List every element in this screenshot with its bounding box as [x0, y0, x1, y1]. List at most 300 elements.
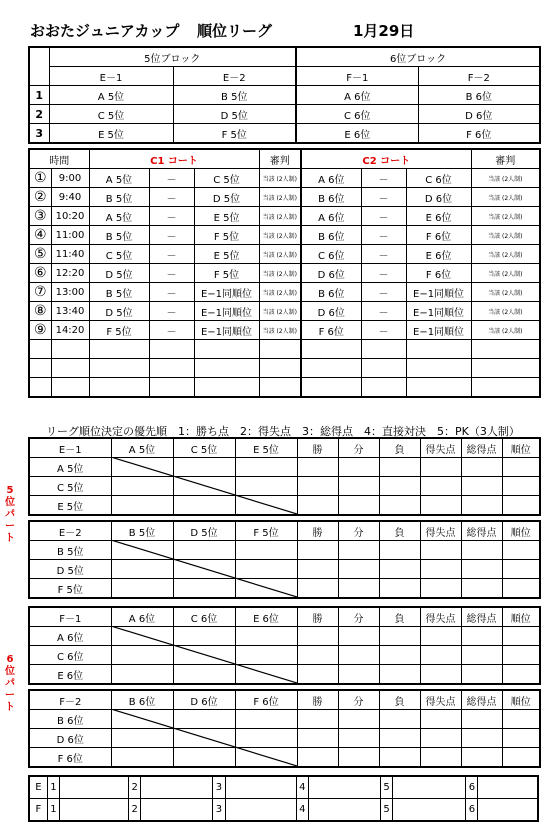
league-col-team: E 6位 [235, 607, 297, 627]
empty-cell [301, 340, 361, 359]
side-label-char: 位 [5, 666, 15, 677]
match-time: 11:40 [51, 245, 89, 264]
league-table [28, 437, 541, 516]
result-cell [173, 541, 235, 560]
result-cell [235, 646, 297, 665]
c2-referee: 当該 (2人制) [471, 188, 540, 207]
stat-cell [297, 496, 338, 516]
result-cell [173, 579, 235, 599]
c2-home-team: C 6位 [301, 245, 361, 264]
bottom-number: 3 [213, 776, 225, 799]
c2-home-team: B 6位 [301, 283, 361, 302]
stat-cell [379, 646, 420, 665]
bottom-number: 5 [380, 799, 392, 822]
result-cell [235, 665, 297, 685]
block-row-no: 2 [29, 105, 49, 124]
c2-home-team: D 6位 [301, 302, 361, 321]
stat-cell [379, 541, 420, 560]
stat-cell [502, 541, 540, 560]
c2-referee: 当該 (2人制) [471, 321, 540, 340]
versus-dash: － [361, 245, 406, 264]
stat-cell [338, 665, 379, 685]
schedule-row [29, 245, 540, 264]
result-cell [173, 665, 235, 685]
block-row-no: 1 [29, 86, 49, 105]
result-cell [235, 541, 297, 560]
stat-header: 得失点 [420, 438, 461, 458]
stat-cell [379, 627, 420, 646]
stat-header: 負 [379, 521, 420, 541]
referee-header: 審判 [259, 149, 301, 169]
stat-cell [420, 627, 461, 646]
stat-cell [461, 646, 502, 665]
bottom-number: 3 [213, 799, 225, 822]
empty-cell [149, 378, 194, 398]
empty-cell [149, 340, 194, 359]
result-cell [235, 560, 297, 579]
versus-dash: － [361, 321, 406, 340]
result-cell [173, 477, 235, 496]
empty-cell [89, 378, 149, 398]
c2-home-team: A 6位 [301, 169, 361, 188]
empty-cell [259, 359, 301, 378]
c1-referee: 当該 (2人制) [259, 188, 301, 207]
result-cell [111, 541, 173, 560]
result-cell [173, 496, 235, 516]
stat-cell [379, 496, 420, 516]
stat-header: 勝 [297, 438, 338, 458]
stat-cell [338, 710, 379, 729]
c2-home-team: D 6位 [301, 264, 361, 283]
result-cell [173, 560, 235, 579]
stat-cell [297, 458, 338, 477]
empty-cell [361, 378, 406, 398]
block-cell: A 5位 [49, 86, 173, 105]
stat-header: 勝 [297, 521, 338, 541]
c2-away-team: C 6位 [406, 169, 471, 188]
stat-header: 総得点 [461, 521, 502, 541]
empty-cell [301, 378, 361, 398]
match-time: 9:00 [51, 169, 89, 188]
empty-cell [406, 359, 471, 378]
league-col-team: C 5位 [173, 438, 235, 458]
schedule-table [28, 148, 541, 398]
stat-cell [502, 579, 540, 599]
stat-cell [297, 710, 338, 729]
c2-referee: 当該 (2人制) [471, 207, 540, 226]
match-number: ⑥ [29, 264, 51, 283]
bottom-row-label: E [29, 776, 47, 799]
result-cell [173, 748, 235, 768]
empty-cell [471, 340, 540, 359]
bottom-number: 4 [296, 776, 308, 799]
bottom-cell [393, 799, 466, 822]
side-label-char: 5 [6, 485, 14, 496]
stat-cell [461, 458, 502, 477]
side-label-char: ー [5, 690, 15, 701]
part6-label [3, 654, 17, 714]
stat-cell [338, 627, 379, 646]
stat-cell [502, 646, 540, 665]
empty-cell [29, 340, 51, 359]
empty-cell [194, 378, 259, 398]
match-time: 11:00 [51, 226, 89, 245]
empty-cell [194, 340, 259, 359]
stat-cell [379, 458, 420, 477]
block-cell: F 5位 [173, 124, 296, 144]
schedule-row [29, 264, 540, 283]
versus-dash: － [361, 207, 406, 226]
versus-dash: － [361, 188, 406, 207]
result-cell [111, 627, 173, 646]
schedule-row [29, 321, 540, 340]
match-number: ⑧ [29, 302, 51, 321]
bottom-cell [141, 799, 213, 822]
c1-referee: 当該 (2人制) [259, 169, 301, 188]
side-label-char: ト [5, 702, 15, 713]
side-label-char: パ [5, 678, 15, 689]
league-col-team: D 5位 [173, 521, 235, 541]
stat-header: 順位 [502, 521, 540, 541]
c2-away-team: F 6位 [406, 226, 471, 245]
match-number: ③ [29, 207, 51, 226]
versus-dash: － [149, 245, 194, 264]
block-cell: D 5位 [173, 105, 296, 124]
stat-cell [297, 477, 338, 496]
c1-home-team: B 5位 [89, 283, 149, 302]
c2-referee: 当該 (2人制) [471, 264, 540, 283]
group-e1: E－1 [49, 67, 173, 86]
c1-away-team: C 5位 [194, 169, 259, 188]
c2-away-team: E−1同順位 [406, 283, 471, 302]
bottom-number: 6 [466, 776, 478, 799]
c1-away-team: E−1同順位 [194, 302, 259, 321]
c2-home-team: B 6位 [301, 226, 361, 245]
bottom-number: 4 [296, 799, 308, 822]
c1-away-team: F 5位 [194, 264, 259, 283]
stat-cell [297, 579, 338, 599]
block-cell: B 6位 [418, 86, 540, 105]
result-cell [111, 477, 173, 496]
stat-cell [420, 560, 461, 579]
stat-cell [420, 729, 461, 748]
stat-header: 負 [379, 690, 420, 710]
stat-cell [461, 665, 502, 685]
result-cell [235, 579, 297, 599]
league-col-team: C 6位 [173, 607, 235, 627]
league-row-team: C 6位 [29, 646, 111, 665]
league-row-team: B 6位 [29, 710, 111, 729]
c1-referee: 当該 (2人制) [259, 245, 301, 264]
block-cell: E 6位 [296, 124, 418, 144]
block-cell: E 5位 [49, 124, 173, 144]
result-cell [173, 627, 235, 646]
part5-label [3, 485, 17, 545]
stat-cell [461, 729, 502, 748]
c1-referee: 当該 (2人制) [259, 321, 301, 340]
match-time: 9:40 [51, 188, 89, 207]
match-time: 10:20 [51, 207, 89, 226]
stat-cell [379, 710, 420, 729]
stat-header: 順位 [502, 438, 540, 458]
group-e2: E－2 [173, 67, 296, 86]
league-col-team: D 6位 [173, 690, 235, 710]
c1-away-team: E 5位 [194, 245, 259, 264]
block-cell: C 6位 [296, 105, 418, 124]
stat-header: 総得点 [461, 607, 502, 627]
league-col-team: B 5位 [111, 521, 173, 541]
c1-referee: 当該 (2人制) [259, 283, 301, 302]
stat-cell [379, 579, 420, 599]
bottom-cell [478, 799, 538, 822]
league-row-team: F 5位 [29, 579, 111, 599]
league-name: F－1 [29, 607, 111, 627]
league-name: E－2 [29, 521, 111, 541]
schedule-row [29, 226, 540, 245]
result-cell [111, 710, 173, 729]
event-title: おおたジュニアカップ [30, 22, 180, 40]
league-row-team: C 5位 [29, 477, 111, 496]
time-header: 時間 [29, 149, 89, 169]
stat-header: 負 [379, 607, 420, 627]
versus-dash: － [361, 302, 406, 321]
league-title: 順位リーグ [197, 22, 273, 40]
match-number: ① [29, 169, 51, 188]
block-cell: C 5位 [49, 105, 173, 124]
schedule-row [29, 302, 540, 321]
match-number: ② [29, 188, 51, 207]
block-cell: D 6位 [418, 105, 540, 124]
c2-home-team: A 6位 [301, 207, 361, 226]
stat-cell [461, 710, 502, 729]
schedule-row [29, 340, 540, 359]
versus-dash: － [361, 226, 406, 245]
stat-cell [420, 646, 461, 665]
c1-home-team: C 5位 [89, 245, 149, 264]
side-label-char: ー [5, 521, 15, 532]
result-cell [111, 496, 173, 516]
bottom-cell [59, 799, 128, 822]
stat-header: 順位 [502, 690, 540, 710]
bottom-cell [59, 776, 128, 799]
empty-cell [259, 340, 301, 359]
league-row-team: D 6位 [29, 729, 111, 748]
bottom-cell [225, 776, 296, 799]
side-label-char: ト [5, 533, 15, 544]
c1-home-team: B 5位 [89, 188, 149, 207]
result-cell [235, 496, 297, 516]
league-col-team: A 6位 [111, 607, 173, 627]
result-cell [173, 646, 235, 665]
stat-cell [297, 560, 338, 579]
c2-home-team: B 6位 [301, 188, 361, 207]
c1-home-team: D 5位 [89, 264, 149, 283]
match-number: ④ [29, 226, 51, 245]
league-name: E－1 [29, 438, 111, 458]
schedule-row [29, 378, 540, 398]
versus-dash: － [149, 283, 194, 302]
c1-home-team: F 5位 [89, 321, 149, 340]
c2-away-team: E−1同順位 [406, 302, 471, 321]
league-table [28, 689, 541, 768]
league-col-team: E 5位 [235, 438, 297, 458]
c1-away-team: E−1同順位 [194, 321, 259, 340]
stat-cell [502, 477, 540, 496]
stat-cell [338, 748, 379, 768]
stat-header: 勝 [297, 690, 338, 710]
league-name: F－2 [29, 690, 111, 710]
versus-dash: － [149, 188, 194, 207]
stat-header: 分 [338, 607, 379, 627]
empty-cell [406, 340, 471, 359]
league-row-team: B 5位 [29, 541, 111, 560]
c1-home-team: A 5位 [89, 207, 149, 226]
empty-cell [194, 359, 259, 378]
stat-cell [338, 496, 379, 516]
match-number: ⑦ [29, 283, 51, 302]
match-time: 14:20 [51, 321, 89, 340]
schedule-row [29, 207, 540, 226]
bottom-cell [141, 776, 213, 799]
stat-cell [502, 627, 540, 646]
stat-header: 分 [338, 438, 379, 458]
priority-rule: リーグ順位決定の優先順 1：勝ち点 2：得失点 3：総得点 4：直接対決 5：PK（3人制） [46, 425, 520, 438]
result-cell [235, 710, 297, 729]
stat-cell [297, 729, 338, 748]
stat-cell [461, 560, 502, 579]
stat-cell [420, 458, 461, 477]
result-cell [111, 729, 173, 748]
c2-referee: 当該 (2人制) [471, 302, 540, 321]
c2-home-team: F 6位 [301, 321, 361, 340]
schedule-row [29, 283, 540, 302]
stat-cell [379, 477, 420, 496]
result-cell [235, 627, 297, 646]
stat-cell [379, 729, 420, 748]
stat-cell [297, 627, 338, 646]
league-row-team: E 6位 [29, 665, 111, 685]
stat-cell [461, 541, 502, 560]
stat-cell [461, 579, 502, 599]
stat-cell [338, 646, 379, 665]
match-time: 13:00 [51, 283, 89, 302]
c2-away-team: E 6位 [406, 245, 471, 264]
stat-header: 総得点 [461, 690, 502, 710]
schedule-row [29, 359, 540, 378]
court1-header: C1 コート [89, 149, 259, 169]
result-cell [173, 458, 235, 477]
referee-header: 審判 [471, 149, 540, 169]
stat-header: 得失点 [420, 521, 461, 541]
stat-header: 得失点 [420, 607, 461, 627]
versus-dash: － [149, 302, 194, 321]
result-cell [235, 748, 297, 768]
stat-header: 分 [338, 690, 379, 710]
block-cell: B 5位 [173, 86, 296, 105]
empty-cell [51, 359, 89, 378]
stat-cell [502, 560, 540, 579]
versus-dash: － [149, 169, 194, 188]
stat-cell [379, 748, 420, 768]
result-cell [173, 710, 235, 729]
league-table [28, 520, 541, 599]
empty-cell [149, 359, 194, 378]
c1-home-team: B 5位 [89, 226, 149, 245]
c1-away-team: F 5位 [194, 226, 259, 245]
stat-cell [338, 477, 379, 496]
league-row-team: A 5位 [29, 458, 111, 477]
match-number: ⑨ [29, 321, 51, 340]
bottom-number: 1 [47, 799, 59, 822]
stat-cell [461, 496, 502, 516]
bottom-number: 6 [466, 799, 478, 822]
date-title: 1月29日 [353, 22, 415, 40]
schedule-row [29, 169, 540, 188]
block6-header: 6位ブロック [296, 47, 540, 67]
empty-cell [301, 359, 361, 378]
stat-cell [502, 729, 540, 748]
block-table [28, 46, 541, 144]
stat-cell [420, 665, 461, 685]
empty-cell [361, 340, 406, 359]
c2-referee: 当該 (2人制) [471, 226, 540, 245]
stat-cell [338, 579, 379, 599]
side-label-char: パ [5, 509, 15, 520]
result-cell [111, 748, 173, 768]
result-cell [111, 560, 173, 579]
stat-cell [502, 496, 540, 516]
match-time: 12:20 [51, 264, 89, 283]
stat-cell [297, 748, 338, 768]
empty-cell [471, 359, 540, 378]
stat-cell [420, 541, 461, 560]
schedule-row [29, 188, 540, 207]
c2-referee: 当該 (2人制) [471, 283, 540, 302]
versus-dash: － [361, 264, 406, 283]
bottom-number: 1 [47, 776, 59, 799]
stat-cell [502, 748, 540, 768]
stat-cell [461, 477, 502, 496]
versus-dash: － [361, 283, 406, 302]
c2-away-team: D 6位 [406, 188, 471, 207]
versus-dash: － [149, 226, 194, 245]
stat-cell [420, 477, 461, 496]
result-cell [111, 579, 173, 599]
stat-cell [338, 458, 379, 477]
versus-dash: － [149, 207, 194, 226]
stat-cell [420, 496, 461, 516]
group-f1: F－1 [296, 67, 418, 86]
bottom-cell [393, 776, 466, 799]
c2-away-team: F 6位 [406, 264, 471, 283]
side-label-char: 位 [5, 497, 15, 508]
stat-cell [502, 710, 540, 729]
result-cell [235, 477, 297, 496]
c1-referee: 当該 (2人制) [259, 302, 301, 321]
c1-away-team: E 5位 [194, 207, 259, 226]
stat-header: 負 [379, 438, 420, 458]
league-col-team: F 6位 [235, 690, 297, 710]
empty-cell [29, 359, 51, 378]
block5-header: 5位ブロック [49, 47, 296, 67]
stat-cell [379, 665, 420, 685]
result-cell [111, 665, 173, 685]
bottom-number: 2 [129, 776, 141, 799]
stat-cell [420, 579, 461, 599]
empty-cell [51, 340, 89, 359]
stat-cell [502, 458, 540, 477]
side-label-char: 6 [6, 654, 14, 665]
